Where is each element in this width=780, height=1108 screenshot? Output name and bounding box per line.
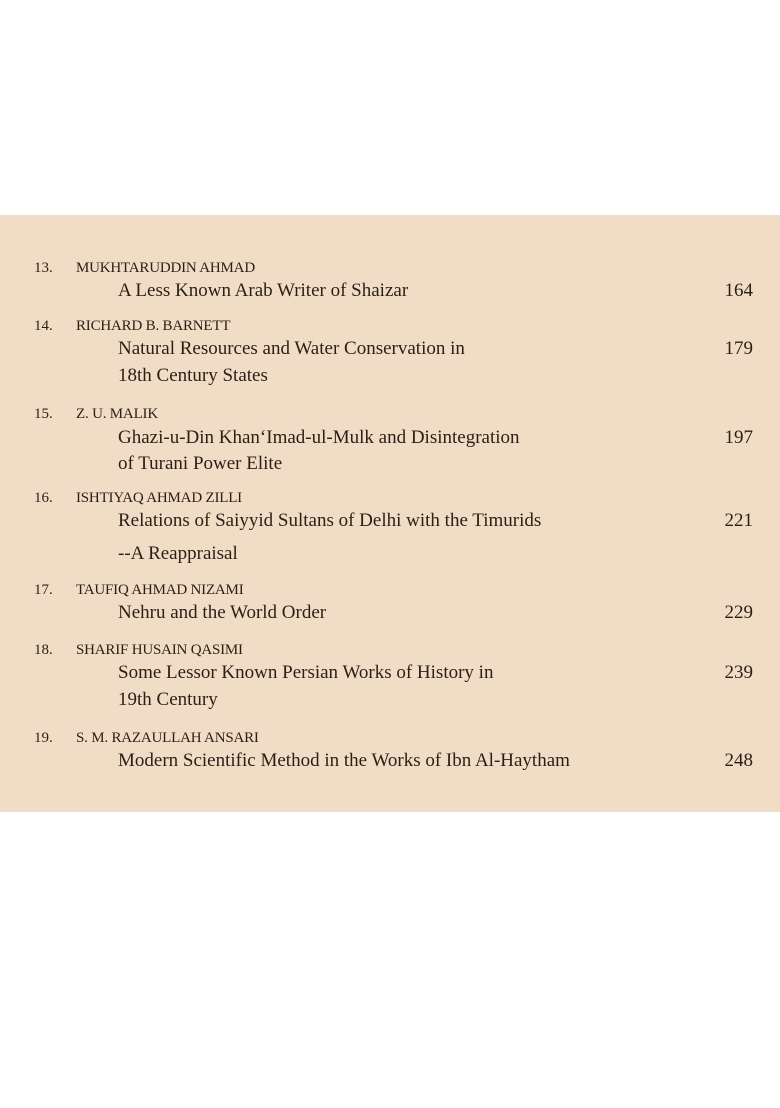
- entry-number: 17.: [34, 582, 53, 598]
- entry-author: SHARIF HUSAIN QASIMI: [76, 642, 243, 658]
- entry-number: 13.: [34, 260, 53, 276]
- entry-title-continued: of Turani Power Elite: [118, 453, 283, 474]
- entry-author: RICHARD B. BARNETT: [76, 318, 231, 334]
- entry-title: Relations of Saiyyid Sultans of Delhi with the Timurids: [118, 510, 542, 531]
- entry-author: TAUFIQ AHMAD NIZAMI: [76, 582, 244, 598]
- entry-page-number: 229: [724, 602, 753, 623]
- entry-title: Ghazi-u-Din KhanʻImad-ul-Mulk and Disintegration: [118, 427, 520, 448]
- entry-page-number: 179: [724, 338, 753, 359]
- entry-title-continued: 19th Century: [118, 689, 218, 710]
- contents-page: [0, 215, 780, 812]
- entry-number: 14.: [34, 318, 53, 334]
- entry-title: A Less Known Arab Writer of Shaizar: [118, 280, 409, 301]
- entry-number: 16.: [34, 490, 53, 506]
- entry-number: 19.: [34, 730, 53, 746]
- entry-title: Nehru and the World Order: [118, 602, 327, 623]
- entry-page-number: 221: [724, 510, 753, 531]
- entry-author: MUKHTARUDDIN AHMAD: [76, 260, 255, 276]
- entry-page-number: 164: [724, 280, 753, 301]
- entry-title: Modern Scientific Method in the Works of Ibn Al-Haytham: [118, 750, 570, 771]
- entry-page-number: 239: [724, 662, 753, 683]
- entry-title-continued: 18th Century States: [118, 365, 268, 386]
- entry-title: Natural Resources and Water Conservation in: [118, 338, 465, 359]
- entry-author: Z. U. MALIK: [76, 406, 158, 422]
- entry-author: ISHTIYAQ AHMAD ZILLI: [76, 490, 242, 506]
- entry-title-continued: --A Reappraisal: [118, 543, 238, 564]
- entry-number: 18.: [34, 642, 53, 658]
- entry-number: 15.: [34, 406, 53, 422]
- entry-author: S. M. RAZAULLAH ANSARI: [76, 730, 259, 746]
- entry-title: Some Lessor Known Persian Works of History in: [118, 662, 494, 683]
- entry-page-number: 197: [724, 427, 753, 448]
- entry-page-number: 248: [724, 750, 753, 771]
